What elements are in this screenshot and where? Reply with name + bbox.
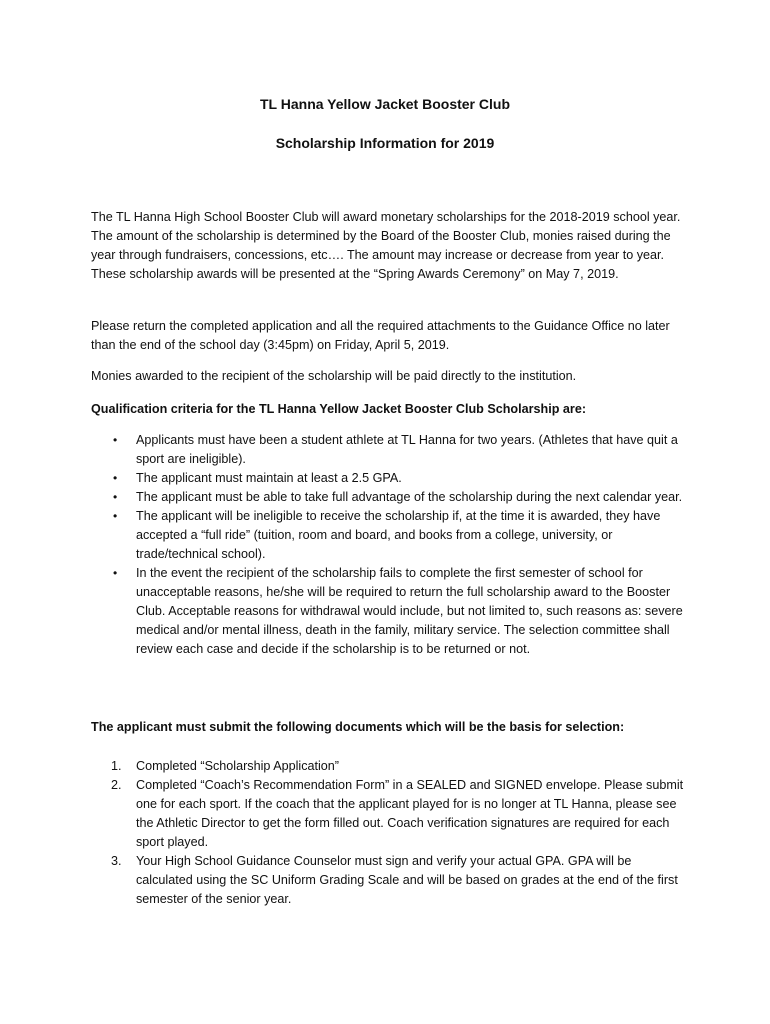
document-title: TL Hanna Yellow Jacket Booster Club bbox=[260, 96, 510, 112]
documents-item bbox=[91, 776, 691, 852]
return-instructions-paragraph: Please return the completed application and all the required attachments to the Guidance Office no later than the end of the school day (3:45pm) on Friday, April 5, 2019. bbox=[91, 319, 670, 352]
bullet-icon: • bbox=[113, 509, 118, 523]
documents-heading: The applicant must submit the following documents which will be the basis for selection: bbox=[91, 720, 625, 734]
bullet-icon: • bbox=[113, 471, 118, 485]
item-number: 3. bbox=[111, 854, 122, 868]
intro-paragraph: The TL Hanna High School Booster Club will award monetary scholarships for the 2018-2019 school year. The amount of the scholarship is determined by the Board of the Booster Club, monies raised during the year through fundraisers, concessions, etc…. The amount may increase or decrease from year to year. These scholarship awards will be presented at the “Spring Awards Ceremony” on May 7, 2019. bbox=[91, 210, 681, 281]
criteria-item-text: Applicants must have been a student athlete at TL Hanna for two years. (Athletes that have quit a sport are ineligible). bbox=[136, 433, 678, 466]
bullet-icon: • bbox=[113, 490, 118, 504]
item-number: 2. bbox=[111, 778, 122, 792]
documents-item-text: Your High School Guidance Counselor must sign and verify your actual GPA. GPA will be calculated using the SC Uniform Grading Scale and will be based on grades at the end of the first semester of the senior year. bbox=[136, 854, 678, 906]
criteria-item bbox=[91, 469, 691, 488]
criteria-item bbox=[91, 564, 691, 659]
item-number: 1. bbox=[111, 759, 122, 773]
criteria-item-text: The applicant must maintain at least a 2.5 GPA. bbox=[136, 471, 402, 485]
documents-list bbox=[91, 757, 691, 909]
documents-item bbox=[91, 757, 691, 776]
criteria-item-text: The applicant will be ineligible to receive the scholarship if, at the time it is awarded, they have accepted a “full ride” (tuition, room and board, and books from a college, university, or trade/technical school). bbox=[136, 509, 661, 561]
documents-item-text: Completed “Coach’s Recommendation Form” in a SEALED and SIGNED envelope. Please submit one for each sport. If the coach that the applicant played for is no longer at TL Hanna, please see the Athletic Director to get the form filled out. Coach verification signatures are required for each sport played. bbox=[136, 778, 684, 849]
criteria-item-text: The applicant must be able to take full advantage of the scholarship during the next calendar year. bbox=[136, 490, 683, 504]
documents-item-text: Completed “Scholarship Application” bbox=[136, 759, 340, 773]
criteria-item bbox=[91, 431, 691, 469]
criteria-item bbox=[91, 507, 691, 564]
criteria-heading: Qualification criteria for the TL Hanna Yellow Jacket Booster Club Scholarship are: bbox=[91, 402, 587, 416]
criteria-item-text: In the event the recipient of the scholarship fails to complete the first semester of school for unacceptable reasons, he/she will be required to return the full scholarship award to the Booster Club. Acceptable reasons for withdrawal would include, but not limited to, such reasons as: severe medical and/or mental illness, death in the family, military service. The selection committee shall review each case and decide if the scholarship is to be returned or not. bbox=[136, 566, 683, 656]
payment-paragraph: Monies awarded to the recipient of the scholarship will be paid directly to the institution. bbox=[91, 369, 577, 383]
documents-item bbox=[91, 852, 691, 909]
criteria-list bbox=[91, 431, 691, 659]
bullet-icon: • bbox=[113, 433, 118, 447]
document-subtitle: Scholarship Information for 2019 bbox=[275, 135, 495, 151]
criteria-item bbox=[91, 488, 691, 507]
bullet-icon: • bbox=[113, 566, 118, 580]
